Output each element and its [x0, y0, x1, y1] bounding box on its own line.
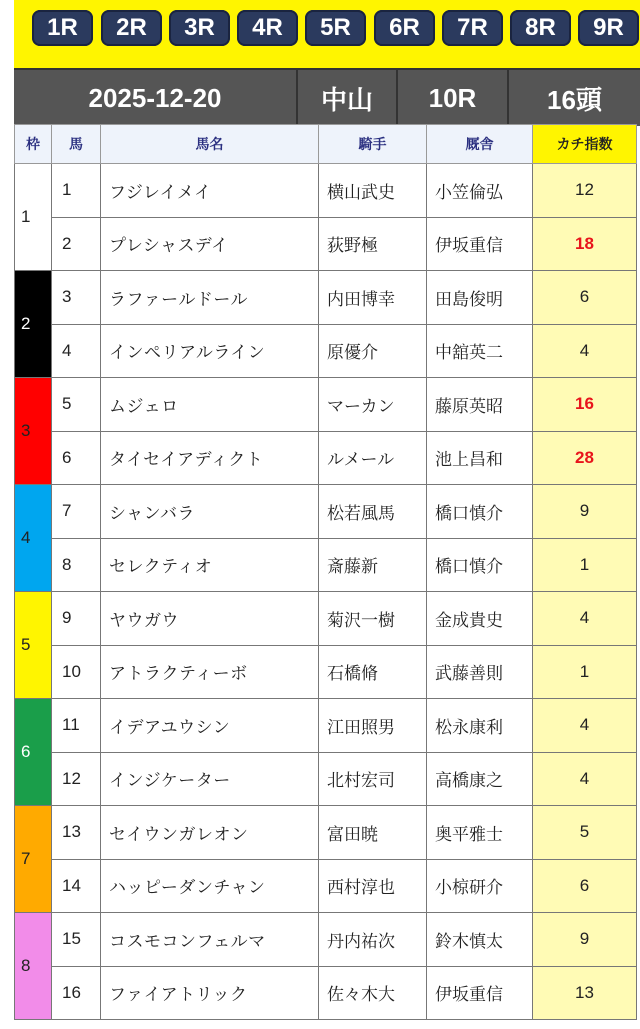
- table-row[interactable]: [15, 271, 637, 325]
- score-value: 4: [533, 324, 637, 378]
- horse-number: 8: [52, 538, 101, 592]
- score-value: 6: [533, 859, 637, 913]
- horse-name[interactable]: フジレイメイ: [101, 164, 319, 218]
- col-umaban: 馬: [52, 125, 101, 164]
- waku-cell: 6: [15, 699, 52, 806]
- waku-cell: 4: [15, 485, 52, 592]
- race-tab-bar: [14, 0, 640, 68]
- jockey-name: 原優介: [319, 324, 427, 378]
- horse-name[interactable]: インジケーター: [101, 752, 319, 806]
- trainer-name: 高橋康之: [427, 752, 533, 806]
- horse-name[interactable]: イデアユウシン: [101, 699, 319, 753]
- horse-name[interactable]: ラファールドール: [101, 271, 319, 325]
- trainer-name: 伊坂重信: [427, 966, 533, 1020]
- trainer-name: 鈴木慎太: [427, 913, 533, 967]
- trainer-name: 伊坂重信: [427, 217, 533, 271]
- jockey-name: 松若風馬: [319, 485, 427, 539]
- jockey-name: マーカン: [319, 378, 427, 432]
- table-row[interactable]: [15, 859, 637, 913]
- horse-number: 5: [52, 378, 101, 432]
- horse-name[interactable]: セレクティオ: [101, 538, 319, 592]
- horse-number: 7: [52, 485, 101, 539]
- horse-number: 4: [52, 324, 101, 378]
- waku-cell: 8: [15, 913, 52, 1020]
- trainer-name: 小椋研介: [427, 859, 533, 913]
- jockey-name: 荻野極: [319, 217, 427, 271]
- race-tab-7r[interactable]: 7R: [442, 10, 503, 46]
- horse-number: 6: [52, 431, 101, 485]
- race-venue: 中山: [298, 70, 398, 126]
- horse-name[interactable]: インペリアルライン: [101, 324, 319, 378]
- jockey-name: 西村淳也: [319, 859, 427, 913]
- trainer-name: 橋口慎介: [427, 538, 533, 592]
- horse-name[interactable]: ムジェロ: [101, 378, 319, 432]
- score-value: 18: [533, 217, 637, 271]
- jockey-name: 石橋脩: [319, 645, 427, 699]
- jockey-name: ルメール: [319, 431, 427, 485]
- waku-cell: 7: [15, 806, 52, 913]
- entries-table: [14, 124, 637, 1020]
- waku-cell: 5: [15, 592, 52, 699]
- score-value: 4: [533, 699, 637, 753]
- table-row[interactable]: [15, 378, 637, 432]
- horse-name[interactable]: アトラクティーボ: [101, 645, 319, 699]
- race-tab-9r[interactable]: 9R: [578, 10, 639, 46]
- race-tab-8r[interactable]: 8R: [510, 10, 571, 46]
- col-horse-name: 馬名: [101, 125, 319, 164]
- col-trainer: 厩舎: [427, 125, 533, 164]
- horse-number: 10: [52, 645, 101, 699]
- table-header-row: [15, 125, 637, 164]
- horse-number: 14: [52, 859, 101, 913]
- jockey-name: 菊沢一樹: [319, 592, 427, 646]
- horse-number: 1: [52, 164, 101, 218]
- trainer-name: 金成貴史: [427, 592, 533, 646]
- trainer-name: 松永康利: [427, 699, 533, 753]
- score-value: 13: [533, 966, 637, 1020]
- trainer-name: 池上昌和: [427, 431, 533, 485]
- horse-name[interactable]: シャンバラ: [101, 485, 319, 539]
- horse-number: 2: [52, 217, 101, 271]
- col-jockey: 騎手: [319, 125, 427, 164]
- table-row[interactable]: [15, 538, 637, 592]
- race-tab-4r[interactable]: 4R: [237, 10, 298, 46]
- table-row[interactable]: [15, 485, 637, 539]
- table-row[interactable]: [15, 645, 637, 699]
- table-row[interactable]: [15, 324, 637, 378]
- table-row[interactable]: [15, 164, 637, 218]
- horse-name[interactable]: ファイアトリック: [101, 966, 319, 1020]
- jockey-name: 北村宏司: [319, 752, 427, 806]
- table-row[interactable]: [15, 592, 637, 646]
- waku-cell: 2: [15, 271, 52, 378]
- race-tab-3r[interactable]: 3R: [169, 10, 230, 46]
- score-value: 16: [533, 378, 637, 432]
- trainer-name: 田島俊明: [427, 271, 533, 325]
- trainer-name: 小笠倫弘: [427, 164, 533, 218]
- score-value: 6: [533, 271, 637, 325]
- jockey-name: 斎藤新: [319, 538, 427, 592]
- trainer-name: 武藤善則: [427, 645, 533, 699]
- horse-name[interactable]: ハッピーダンチャン: [101, 859, 319, 913]
- col-score: カチ指数: [533, 125, 637, 164]
- table-row[interactable]: [15, 913, 637, 967]
- table-row[interactable]: [15, 752, 637, 806]
- score-value: 9: [533, 913, 637, 967]
- jockey-name: 富田暁: [319, 806, 427, 860]
- score-value: 12: [533, 164, 637, 218]
- horse-name[interactable]: ヤウガウ: [101, 592, 319, 646]
- table-row[interactable]: [15, 806, 637, 860]
- trainer-name: 橋口慎介: [427, 485, 533, 539]
- score-value: 1: [533, 645, 637, 699]
- score-value: 1: [533, 538, 637, 592]
- horse-number: 3: [52, 271, 101, 325]
- jockey-name: 内田博幸: [319, 271, 427, 325]
- race-tab-2r[interactable]: 2R: [101, 10, 162, 46]
- race-tab-1r[interactable]: 1R: [32, 10, 93, 46]
- table-row[interactable]: [15, 699, 637, 753]
- score-value: 9: [533, 485, 637, 539]
- race-number: 10R: [398, 70, 509, 126]
- horse-name[interactable]: コスモコンフェルマ: [101, 913, 319, 967]
- trainer-name: 藤原英昭: [427, 378, 533, 432]
- jockey-name: 江田照男: [319, 699, 427, 753]
- horse-name[interactable]: プレシャスデイ: [101, 217, 319, 271]
- horse-name[interactable]: セイウンガレオン: [101, 806, 319, 860]
- score-value: 4: [533, 592, 637, 646]
- race-header: [14, 68, 640, 126]
- score-value: 28: [533, 431, 637, 485]
- horse-name[interactable]: タイセイアディクト: [101, 431, 319, 485]
- trainer-name: 奥平雅士: [427, 806, 533, 860]
- waku-cell: 1: [15, 164, 52, 271]
- table-row[interactable]: [15, 431, 637, 485]
- horse-number: 11: [52, 699, 101, 753]
- horse-number: 12: [52, 752, 101, 806]
- race-tab-5r[interactable]: 5R: [305, 10, 366, 46]
- horse-number: 15: [52, 913, 101, 967]
- table-row[interactable]: [15, 966, 637, 1020]
- jockey-name: 横山武史: [319, 164, 427, 218]
- jockey-name: 丹内祐次: [319, 913, 427, 967]
- runner-count: 16頭: [547, 84, 602, 115]
- horse-number: 16: [52, 966, 101, 1020]
- trainer-name: 中舘英二: [427, 324, 533, 378]
- score-value: 4: [533, 752, 637, 806]
- score-value: 5: [533, 806, 637, 860]
- race-tab-6r[interactable]: 6R: [374, 10, 435, 46]
- race-date: 2025-12-20: [14, 70, 298, 126]
- jockey-name: 佐々木大: [319, 966, 427, 1020]
- horse-number: 13: [52, 806, 101, 860]
- col-waku: 枠: [15, 125, 52, 164]
- table-row[interactable]: [15, 217, 637, 271]
- waku-cell: 3: [15, 378, 52, 485]
- horse-number: 9: [52, 592, 101, 646]
